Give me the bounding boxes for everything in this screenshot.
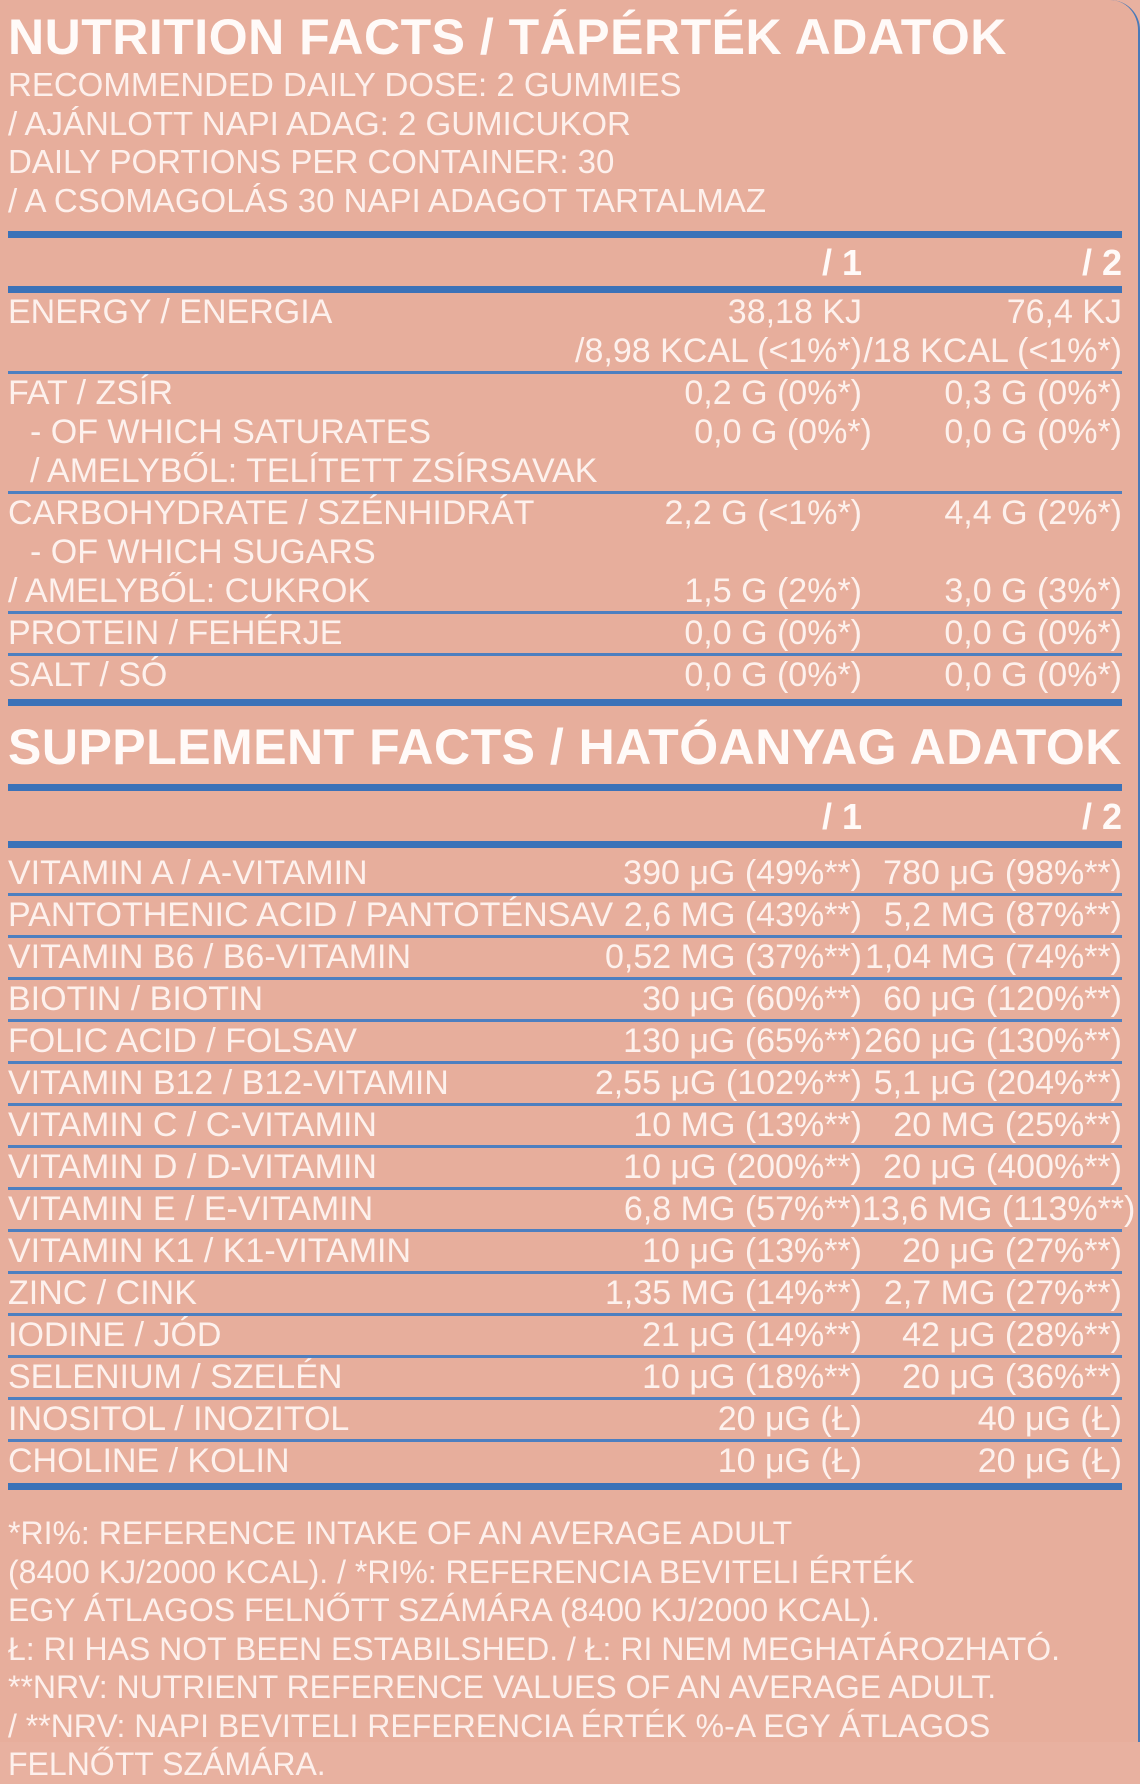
supplement-row bbox=[8, 854, 1122, 893]
row-value-2: 20 μG (400%**) bbox=[883, 1148, 1122, 1186]
row-value-2: 13,6 MG (113%**) bbox=[862, 1190, 1136, 1228]
row-value-1: 2,55 μG (102%**) bbox=[594, 1064, 862, 1102]
nutrition-intro bbox=[8, 66, 1122, 220]
row-value-1: 38,18 KJ bbox=[727, 293, 862, 331]
sub-row-value-2: 3,0 G (3%*) bbox=[944, 572, 1122, 610]
footnote-line: *RI%: REFERENCE INTAKE OF AN AVERAGE ADULT bbox=[8, 1515, 793, 1551]
row-value-2: 1,04 MG (74%**) bbox=[865, 938, 1122, 976]
row-label: VITAMIN D / D-VITAMIN bbox=[8, 1148, 377, 1186]
row-value-1: 20 μG (Ł) bbox=[717, 1400, 862, 1438]
row-value-2: 0,0 G (0%*) bbox=[944, 614, 1122, 652]
intro-line: DAILY PORTIONS PER CONTAINER: 30 bbox=[8, 143, 615, 180]
row-value-2: 260 μG (130%**) bbox=[864, 1022, 1122, 1060]
row-value-1: 10 μG (200%**) bbox=[623, 1148, 862, 1186]
row-label: VITAMIN E / E-VITAMIN bbox=[8, 1190, 374, 1228]
row-value-1: 10 μG (18%**) bbox=[642, 1358, 862, 1396]
row-value-2: 42 μG (28%**) bbox=[902, 1316, 1122, 1354]
divider bbox=[8, 841, 1122, 848]
row-label: ENERGY / ENERGIA bbox=[8, 293, 333, 331]
row-label: VITAMIN A / A-VITAMIN bbox=[8, 854, 368, 892]
row-value-2: 5,1 μG (204%**) bbox=[873, 1064, 1122, 1102]
row-value-2: 780 μG (98%**) bbox=[883, 854, 1122, 892]
supplement-row bbox=[8, 1190, 1136, 1229]
supplement-table bbox=[8, 854, 1136, 1481]
row-label: ZINC / CINK bbox=[8, 1274, 197, 1312]
nutrition-row-protein bbox=[8, 614, 1122, 653]
row-label: CHOLINE / KOLIN bbox=[8, 1442, 290, 1480]
row-value-1-kcal: /8,98 KCAL (<1%*) bbox=[575, 332, 862, 370]
divider bbox=[8, 1483, 1122, 1490]
footnote-line: (8400 KJ/2000 KCAL). / *RI%: REFERENCIA BEVITELI ÉRTÉK bbox=[8, 1553, 915, 1590]
intro-line: / AJÁNLOTT NAPI ADAG: 2 GUMICUKOR bbox=[8, 104, 631, 142]
row-value-1: 390 μG (49%**) bbox=[623, 854, 862, 892]
supplement-row bbox=[8, 1022, 1122, 1061]
row-label: FAT / ZSÍR bbox=[8, 374, 173, 412]
row-value-2: 0,3 G (0%*) bbox=[944, 374, 1122, 412]
row-label: CARBOHYDRATE / SZÉNHIDRÁT bbox=[8, 494, 535, 532]
sub-row-label: / AMELYBŐL: CUKROK bbox=[8, 572, 371, 610]
supplement-row bbox=[8, 1274, 1122, 1313]
row-label: FOLIC ACID / FOLSAV bbox=[8, 1022, 357, 1060]
sub-row-value-1: 0,0 G (0%*) bbox=[694, 413, 872, 451]
footnote-line: / **NRV: NAPI BEVITELI REFERENCIA ÉRTÉK %-A EGY ÁTLAGOS bbox=[8, 1707, 991, 1744]
supplement-row bbox=[8, 1148, 1122, 1187]
supplement-row bbox=[8, 896, 1122, 935]
row-value-2: 40 μG (Ł) bbox=[977, 1400, 1122, 1438]
nutrition-row-fat bbox=[8, 374, 1122, 491]
row-value-2-kcal: /18 KCAL (<1%*) bbox=[863, 332, 1122, 370]
row-value-2: 0,0 G (0%*) bbox=[944, 656, 1122, 694]
sub-row-value-2: 0,0 G (0%*) bbox=[944, 413, 1122, 451]
row-value-1: 10 μG (13%**) bbox=[642, 1232, 862, 1270]
row-value-2: 5,2 MG (87%**) bbox=[883, 896, 1122, 934]
nutrition-row-salt bbox=[8, 656, 1122, 695]
row-value-1: 1,35 MG (14%**) bbox=[605, 1274, 862, 1312]
supplement-row bbox=[8, 938, 1122, 977]
supplement-row bbox=[8, 1400, 1122, 1439]
row-value-1: 0,0 G (0%*) bbox=[684, 656, 862, 694]
row-label: VITAMIN C / C-VITAMIN bbox=[8, 1106, 377, 1144]
column-header-2: / 2 bbox=[1081, 241, 1122, 283]
row-value-2: 60 μG (120%**) bbox=[883, 980, 1122, 1018]
divider bbox=[8, 231, 1122, 238]
row-value-1: 0,2 G (0%*) bbox=[684, 374, 862, 412]
divider bbox=[8, 699, 1122, 706]
supplement-row bbox=[8, 1064, 1122, 1103]
row-value-2: 20 MG (25%**) bbox=[893, 1106, 1122, 1144]
intro-line: RECOMMENDED DAILY DOSE: 2 GUMMIES bbox=[8, 66, 682, 103]
row-label: VITAMIN B6 / B6-VITAMIN bbox=[8, 938, 412, 976]
row-label: BIOTIN / BIOTIN bbox=[8, 980, 264, 1018]
nutrition-title: NUTRITION FACTS / TÁPÉRTÉK ADATOK bbox=[8, 9, 1007, 65]
column-header-1: / 1 bbox=[821, 795, 862, 837]
row-label: VITAMIN B12 / B12-VITAMIN bbox=[8, 1064, 449, 1102]
footnote-line: FELNŐTT SZÁMÁRA. bbox=[8, 1746, 326, 1782]
row-value-2: 20 μG (36%**) bbox=[902, 1358, 1122, 1396]
row-value-2: 20 μG (Ł) bbox=[977, 1442, 1122, 1480]
supplement-row bbox=[8, 1316, 1122, 1355]
supplement-row bbox=[8, 1442, 1122, 1481]
supplement-row bbox=[8, 1358, 1122, 1397]
row-value-1: 6,8 MG (57%**) bbox=[623, 1190, 862, 1228]
row-label: SALT / SÓ bbox=[8, 656, 168, 694]
row-value-1: 21 μG (14%**) bbox=[642, 1316, 862, 1354]
row-label: PROTEIN / FEHÉRJE bbox=[8, 614, 343, 652]
nutrition-row-energy bbox=[8, 293, 1122, 371]
row-value-2: 4,4 G (2%*) bbox=[944, 494, 1122, 532]
nutrition-label bbox=[8, 0, 1136, 1784]
row-value-1: 10 MG (13%**) bbox=[633, 1106, 862, 1144]
column-header-1: / 1 bbox=[821, 241, 862, 283]
row-value-1: 2,6 MG (43%**) bbox=[623, 896, 862, 934]
divider bbox=[8, 286, 1122, 293]
supplement-row bbox=[8, 1232, 1122, 1271]
row-value-2: 76,4 KJ bbox=[1006, 293, 1122, 331]
row-label: INOSITOL / INOZITOL bbox=[8, 1400, 350, 1438]
row-value-1: 10 μG (Ł) bbox=[717, 1442, 862, 1480]
supplement-row bbox=[8, 1106, 1122, 1145]
row-label: VITAMIN K1 / K1-VITAMIN bbox=[8, 1232, 412, 1270]
row-value-1: 2,2 G (<1%*) bbox=[664, 494, 862, 532]
sub-row-label: - OF WHICH SUGARS bbox=[30, 533, 376, 571]
row-value-1: 30 μG (60%**) bbox=[642, 980, 862, 1018]
row-label: SELENIUM / SZELÉN bbox=[8, 1358, 343, 1396]
supplement-column-header bbox=[8, 791, 1122, 841]
sub-row-label: / AMELYBŐL: TELÍTETT ZSÍRSAVAK bbox=[30, 452, 598, 490]
row-value-1: 0,0 G (0%*) bbox=[684, 614, 862, 652]
row-label: IODINE / JÓD bbox=[8, 1316, 222, 1354]
footnote-line: EGY ÁTLAGOS FELNŐTT SZÁMÁRA (8400 KJ/2000 KCAL). bbox=[8, 1592, 881, 1628]
nutrition-row-carbohydrate bbox=[8, 494, 1122, 611]
sub-row-label: - OF WHICH SATURATES bbox=[30, 413, 432, 451]
row-value-1: 130 μG (65%**) bbox=[623, 1022, 862, 1060]
nutrition-column-header bbox=[8, 238, 1122, 286]
footnote-line: **NRV: NUTRIENT REFERENCE VALUES OF AN AVERAGE ADULT. bbox=[8, 1669, 997, 1705]
intro-line: / A CSOMAGOLÁS 30 NAPI ADAGOT TARTALMAZ bbox=[8, 181, 767, 219]
supplement-title: SUPPLEMENT FACTS / HATÓANYAG ADATOK bbox=[8, 719, 1122, 775]
column-header-2: / 2 bbox=[1081, 795, 1122, 837]
row-value-2: 2,7 MG (27%**) bbox=[883, 1274, 1122, 1312]
row-value-2: 20 μG (27%**) bbox=[902, 1232, 1122, 1270]
supplement-row bbox=[8, 980, 1122, 1019]
row-label: PANTOTHENIC ACID / PANTOTÉNSAV bbox=[8, 896, 614, 934]
divider bbox=[8, 784, 1122, 791]
sub-row-value-1: 1,5 G (2%*) bbox=[684, 572, 862, 610]
footnotes bbox=[8, 1514, 1122, 1784]
footnote-line: Ł: RI HAS NOT BEEN ESTABILSHED. / Ł: RI NEM MEGHATÁROZHATÓ. bbox=[8, 1630, 1061, 1667]
row-value-1: 0,52 MG (37%**) bbox=[605, 938, 862, 976]
